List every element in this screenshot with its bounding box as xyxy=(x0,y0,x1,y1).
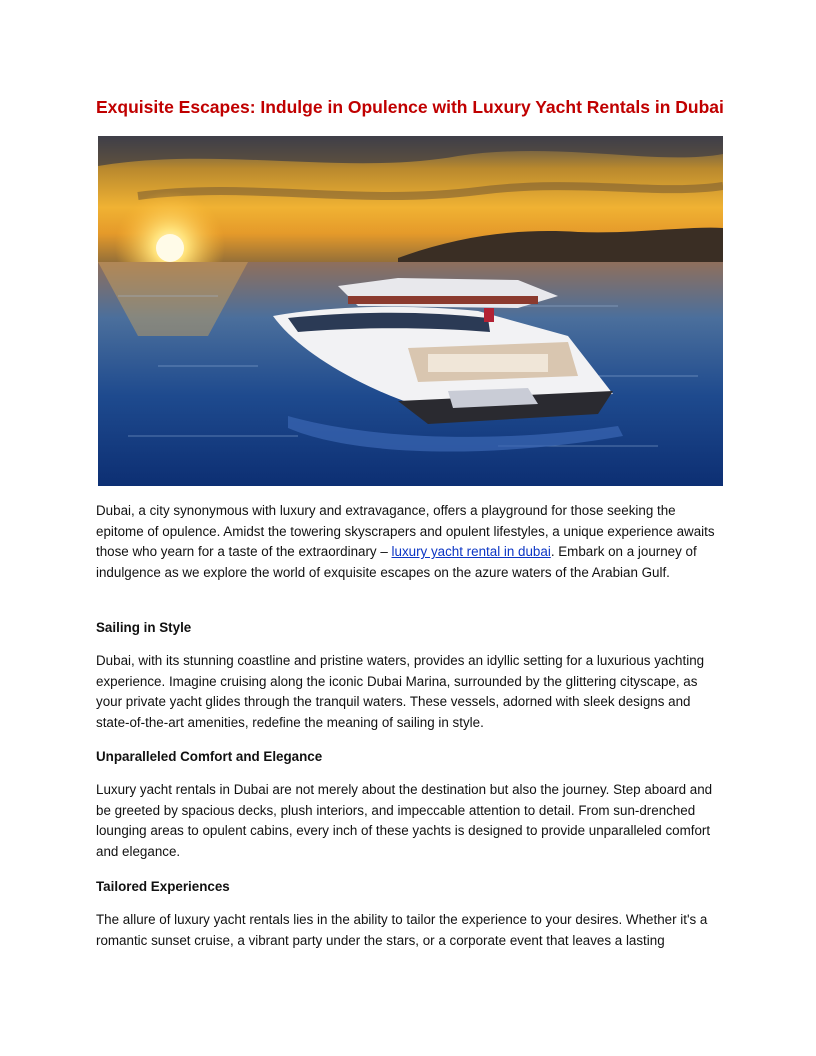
section-heading-sailing: Sailing in Style xyxy=(96,620,192,635)
intro-text-end: . Embark on a journey of indulgence as we explore the world of exquisite escapes on the azure waters of the Arabian Gulf. xyxy=(96,544,697,580)
section-body-comfort: Luxury yacht rentals in Dubai are not merely about the destination but also the journey. Step aboard and be greeted by spacious decks, plush interiors, and impeccable attention to detail. From sun-drenched lounging areas to opulent cabins, every inch of these yachts is designed to provide unparalleled comfort and elegance. xyxy=(96,782,713,859)
yacht-rental-link[interactable]: luxury yacht rental in dubai xyxy=(391,544,551,559)
intro-text-start: Dubai, a city synonymous with luxury and extravagance, offers a playground for those seeking the epitome of opulence. Amidst the towering skyscrapers and opulent lifestyles, a unique experience awaits those who yearn for a taste of the extraordinary – xyxy=(96,503,715,559)
page-title: Exquisite Escapes: Indulge in Opulence with Luxury Yacht Rentals in Dubai xyxy=(96,97,724,117)
intro-paragraph xyxy=(96,501,720,583)
section-heading-comfort: Unparalleled Comfort and Elegance xyxy=(96,749,323,764)
yacht-sunset-photo xyxy=(98,136,723,486)
section-body-sailing: Dubai, with its stunning coastline and pristine waters, provides an idyllic setting for a luxurious yachting experience. Imagine cruising along the iconic Dubai Marina, surrounded by the glittering cityscape, as your private yacht glides through the tranquil waters. These vessels, adorned with sleek designs and state-of-the-art amenities, redefine the meaning of sailing in style. xyxy=(96,653,705,730)
section-heading-tailored: Tailored Experiences xyxy=(96,879,230,894)
section-body-tailored: The allure of luxury yacht rentals lies in the ability to tailor the experience to your desires. Whether it's a romantic sunset cruise, a vibrant party under the stars, or a corporate event that leaves a lasting xyxy=(96,912,708,948)
